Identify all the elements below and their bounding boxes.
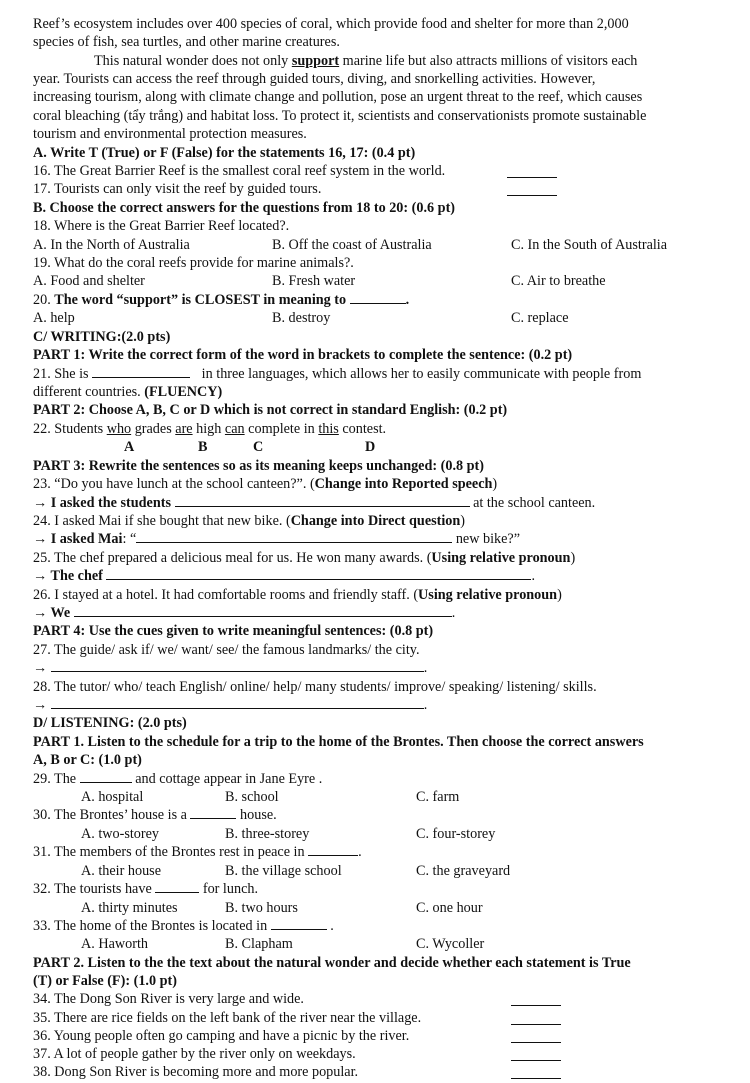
answer-27: → . xyxy=(33,660,428,676)
section-heading: C/ WRITING:(2.0 pts) xyxy=(33,329,171,345)
question-35: 35. There are rice fields on the left bank of the river near the village. xyxy=(33,1010,422,1026)
option-31b[interactable]: B. the village school xyxy=(225,863,342,879)
answer-blank-28[interactable] xyxy=(51,696,424,709)
passage-line: tourism and environmental protection measures. xyxy=(33,126,307,142)
question-28: 28. The tutor/ who/ teach English/ online/ help/ many students/ improve/ speaking/ listening/ skills. xyxy=(33,679,597,695)
answer-blank-38[interactable] xyxy=(511,1078,561,1079)
option-29b[interactable]: B. school xyxy=(225,789,279,805)
passage-line: species of fish, sea turtles, and other marine creatures. xyxy=(33,34,340,50)
option-29c[interactable]: C. farm xyxy=(416,789,460,805)
answer-blank-32[interactable] xyxy=(155,880,199,893)
question-32: 32. The tourists have for lunch. xyxy=(33,881,259,897)
part-heading: PART 1: Write the correct form of the word in brackets to complete the sentence: (0.2 pt) xyxy=(33,347,573,363)
question-31: 31. The members of the Brontes rest in peace in . xyxy=(33,844,362,860)
option-31a[interactable]: A. their house xyxy=(81,863,161,879)
part-heading: PART 1. Listen to the schedule for a trip to the home of the Brontes. Then choose the correct answers xyxy=(33,734,644,750)
option-20b[interactable]: B. destroy xyxy=(272,310,331,326)
passage-line: increasing tourism, along with climate change and pollution, pose an urgent threat to the reef, which causes xyxy=(33,89,643,105)
question-25: 25. The chef prepared a delicious meal for us. He won many awards. (Using relative pronoun) xyxy=(33,550,576,566)
answer-blank-29[interactable] xyxy=(80,770,132,783)
option-19b[interactable]: B. Fresh water xyxy=(272,273,356,289)
choice-letter-a[interactable]: A xyxy=(124,439,135,455)
answer-25: → The chef . xyxy=(33,568,535,584)
answer-blank-31[interactable] xyxy=(308,843,358,856)
answer-blank-23[interactable] xyxy=(175,494,470,507)
question-21-cont: different countries. (FLUENCY) xyxy=(33,384,223,400)
answer-blank-17[interactable] xyxy=(507,195,557,196)
answer-blank-16[interactable] xyxy=(507,177,557,178)
option-29a[interactable]: A. hospital xyxy=(81,789,144,805)
answer-23: → I asked the students at the school canteen. xyxy=(33,495,596,511)
question-33: 33. The home of the Brontes is located in . xyxy=(33,918,334,934)
question-36: 36. Young people often go camping and have a picnic by the river. xyxy=(33,1028,410,1044)
option-18c[interactable]: C. In the South of Australia xyxy=(511,237,668,253)
question-21: 21. She is in three languages, which allows her to easily communicate with people from xyxy=(33,366,642,382)
choice-letter-d[interactable]: D xyxy=(365,439,376,455)
part-heading: A, B or C: (1.0 pt) xyxy=(33,752,142,768)
answer-blank-33[interactable] xyxy=(271,917,327,930)
highlight-word: support xyxy=(291,53,340,69)
option-18b[interactable]: B. Off the coast of Australia xyxy=(272,237,432,253)
answer-blank-24[interactable] xyxy=(136,530,452,543)
part-heading: PART 4: Use the cues given to write meaningful sentences: (0.8 pt) xyxy=(33,623,434,639)
answer-blank-36[interactable] xyxy=(511,1042,561,1043)
passage-line: year. Tourists can access the reef through guided tours, diving, and snorkelling activities. However, xyxy=(33,71,596,87)
part-heading: PART 2. Listen to the the text about the natural wonder and decide whether each statement is True xyxy=(33,955,631,971)
option-19c[interactable]: C. Air to breathe xyxy=(511,273,606,289)
question-17: 17. Tourists can only visit the reef by guided tours. xyxy=(33,181,322,197)
answer-blank-27[interactable] xyxy=(51,659,424,672)
part-heading: PART 3: Rewrite the sentences so as its meaning keeps unchanged: (0.8 pt) xyxy=(33,458,484,474)
answer-24: → I asked Mai: “ new bike?” xyxy=(33,531,521,547)
option-32b[interactable]: B. two hours xyxy=(225,900,298,916)
question-24: 24. I asked Mai if she bought that new bike. (Change into Direct question) xyxy=(33,513,466,529)
question-34: 34. The Dong Son River is very large and wide. xyxy=(33,991,304,1007)
answer-blank-37[interactable] xyxy=(511,1060,561,1061)
answer-blank-30[interactable] xyxy=(190,806,236,819)
question-37: 37. A lot of people gather by the river only on weekdays. xyxy=(33,1046,356,1062)
question-23: 23. “Do you have lunch at the school canteen?”. (Change into Reported speech) xyxy=(33,476,498,492)
answer-blank-35[interactable] xyxy=(511,1024,561,1025)
option-32c[interactable]: C. one hour xyxy=(416,900,483,916)
question-38: 38. Dong Son River is becoming more and more popular. xyxy=(33,1064,359,1080)
question-19: 19. What do the coral reefs provide for marine animals?. xyxy=(33,255,354,271)
option-19a[interactable]: A. Food and shelter xyxy=(33,273,145,289)
option-30a[interactable]: A. two-storey xyxy=(81,826,160,842)
passage-line: Reef’s ecosystem includes over 400 species of coral, which provide food and shelter for more than 2,000 xyxy=(33,16,629,32)
section-heading: B. Choose the correct answers for the questions from 18 to 20: (0.6 pt) xyxy=(33,200,456,216)
option-32a[interactable]: A. thirty minutes xyxy=(81,900,178,916)
option-30b[interactable]: B. three-storey xyxy=(225,826,310,842)
option-30c[interactable]: C. four-storey xyxy=(416,826,496,842)
choice-letter-b[interactable]: B xyxy=(198,439,208,455)
question-30: 30. The Brontes’ house is a house. xyxy=(33,807,277,823)
option-33c[interactable]: C. Wycoller xyxy=(416,936,485,952)
answer-26: → We . xyxy=(33,605,456,621)
question-20: 20. The word “support” is CLOSEST in meaning to . xyxy=(33,292,410,308)
answer-blank-21[interactable] xyxy=(92,365,190,378)
answer-28: → . xyxy=(33,697,428,713)
section-heading: D/ LISTENING: (2.0 pts) xyxy=(33,715,187,731)
option-20c[interactable]: C. replace xyxy=(511,310,569,326)
section-heading: A. Write T (True) or F (False) for the statements 16, 17: (0.4 pt) xyxy=(33,145,416,161)
question-16: 16. The Great Barrier Reef is the smallest coral reef system in the world. xyxy=(33,163,446,179)
answer-blank-20[interactable] xyxy=(350,291,406,304)
option-33a[interactable]: A. Haworth xyxy=(81,936,148,952)
question-18: 18. Where is the Great Barrier Reef located?. xyxy=(33,218,290,234)
choice-letter-c[interactable]: C xyxy=(253,439,264,455)
answer-blank-34[interactable] xyxy=(511,1005,561,1006)
option-20a[interactable]: A. help xyxy=(33,310,75,326)
part-heading: (T) or False (F): (1.0 pt) xyxy=(33,973,177,989)
passage-line: coral bleaching (tẩy trắng) and habitat loss. To protect it, scientists and conservationists promote sustainable xyxy=(33,108,647,124)
option-33b[interactable]: B. Clapham xyxy=(225,936,293,952)
question-22: 22. Students who grades are high can complete in this contest. xyxy=(33,421,387,437)
question-27: 27. The guide/ ask if/ we/ want/ see/ the famous landmarks/ the city. xyxy=(33,642,420,658)
passage-line: This natural wonder does not only support marine life but also attracts millions of visitors each xyxy=(94,53,638,69)
answer-blank-26[interactable] xyxy=(74,604,452,617)
option-18a[interactable]: A. In the North of Australia xyxy=(33,237,190,253)
part-heading: PART 2: Choose A, B, C or D which is not correct in standard English: (0.2 pt) xyxy=(33,402,508,418)
question-26: 26. I stayed at a hotel. It had comfortable rooms and friendly staff. (Using relative pronoun) xyxy=(33,587,562,603)
answer-blank-25[interactable] xyxy=(106,567,531,580)
question-29: 29. The and cottage appear in Jane Eyre . xyxy=(33,771,323,787)
option-31c[interactable]: C. the graveyard xyxy=(416,863,511,879)
